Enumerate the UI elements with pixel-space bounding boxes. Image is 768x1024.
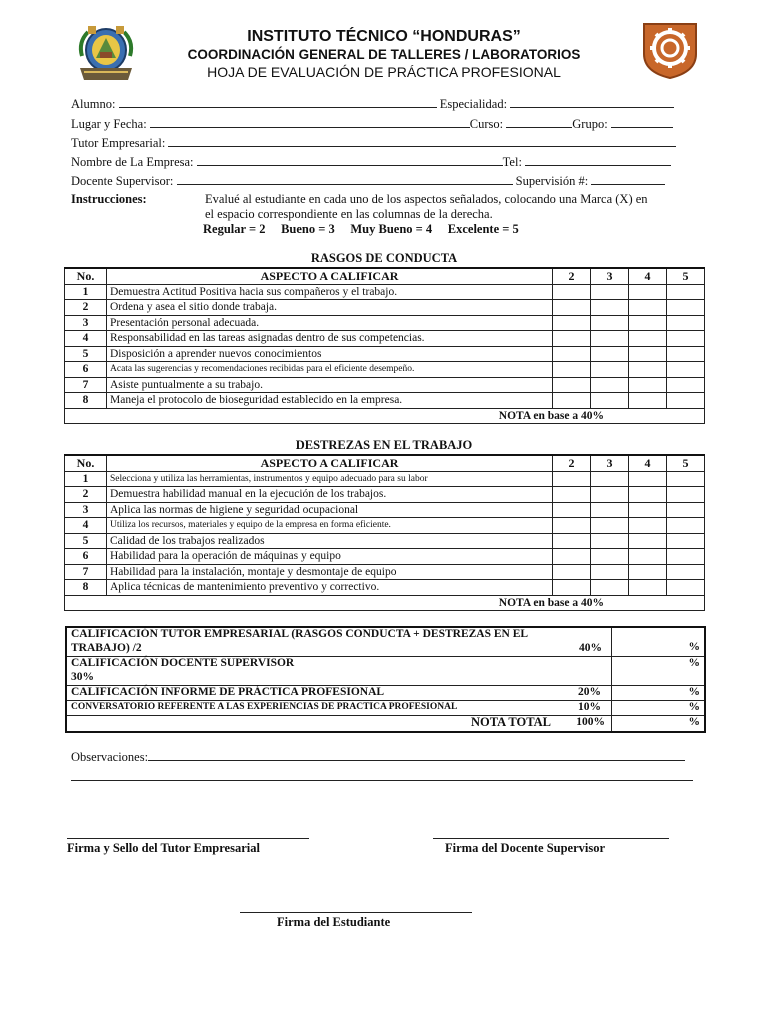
row-number: 6 (65, 549, 107, 565)
score-4-cell[interactable] (629, 487, 667, 503)
score-2-cell[interactable] (553, 377, 591, 393)
score-5-cell[interactable] (667, 518, 705, 534)
empresa-label: Nombre de La Empresa: (71, 155, 194, 169)
conduct-row (65, 377, 705, 393)
score-3-cell[interactable] (591, 284, 629, 300)
score-3-cell[interactable] (591, 315, 629, 331)
skills-row (65, 533, 705, 549)
grade-conversatorio-label (66, 701, 612, 716)
aspect-text: Selecciona y utiliza las herramientas, instrumentos y equipo adecuado para su labor (107, 471, 553, 487)
score-2-cell[interactable] (553, 331, 591, 347)
grupo-field[interactable] (611, 116, 673, 128)
row-empresa (71, 154, 671, 170)
score-4-cell[interactable] (629, 502, 667, 518)
aspect-text: Presentación personal adecuada. (107, 315, 553, 331)
score-2-cell[interactable] (553, 393, 591, 409)
grade-tutor-line2-wrap (71, 642, 607, 656)
score-2-cell[interactable] (553, 580, 591, 596)
docente-label: Docente Supervisor: (71, 174, 174, 188)
observaciones-row (71, 749, 685, 765)
score-3-cell[interactable] (591, 487, 629, 503)
aspect-text: Aplica técnicas de mantenimiento preventivo y correctivo. (107, 580, 553, 596)
conduct-row (65, 362, 705, 378)
tel-label: Tel: (502, 155, 522, 169)
row-number: 6 (65, 362, 107, 378)
score-5-cell[interactable] (667, 533, 705, 549)
skills-row (65, 549, 705, 565)
grade-docente-value[interactable] (612, 657, 706, 686)
score-5-cell[interactable] (667, 331, 705, 347)
instructions-label (71, 192, 147, 207)
score-2-cell[interactable] (553, 549, 591, 565)
score-3-cell[interactable] (591, 564, 629, 580)
docente-signature-line[interactable] (433, 838, 669, 839)
score-5-cell[interactable] (667, 377, 705, 393)
conduct-section-title: RASGOS DE CONDUCTA (310, 251, 458, 265)
col-3: 3 (591, 455, 629, 471)
row-number: 1 (65, 471, 107, 487)
tutor-field[interactable] (168, 135, 676, 147)
lugar-fecha-field[interactable] (150, 116, 470, 128)
score-2-cell[interactable] (553, 487, 591, 503)
instructions-label-text: Instrucciones (71, 192, 143, 206)
score-4-cell[interactable] (629, 564, 667, 580)
score-4-cell[interactable] (629, 549, 667, 565)
grade-tutor-weight: 40% (579, 641, 602, 654)
skills-row (65, 502, 705, 518)
grade-total-weight: 100% (576, 716, 605, 728)
curso-field[interactable] (506, 116, 572, 128)
score-2-cell[interactable] (553, 315, 591, 331)
conduct-row (65, 300, 705, 316)
especialidad-label: Especialidad: (439, 97, 508, 111)
grade-row-informe (66, 686, 705, 701)
row-number: 2 (65, 300, 107, 316)
aspect-text: Utiliza los recursos, materiales y equipo de la empresa en forma eficiente. (107, 518, 553, 534)
score-4-cell[interactable] (629, 346, 667, 362)
grades-table (65, 626, 706, 733)
aspect-text: Ordena y asea el sitio donde trabaja. (107, 300, 553, 316)
row-number: 3 (65, 502, 107, 518)
grade-tutor-line1: CALIFICACIÓN TUTOR EMPRESARIAL (RASGOS CONDUCTA + DESTREZAS EN EL (71, 628, 529, 640)
conduct-row (65, 315, 705, 331)
conduct-row (65, 284, 705, 300)
col-aspect: ASPECTO A CALIFICAR (107, 455, 553, 471)
estudiante-signature-label: Firma del Estudiante (277, 915, 391, 929)
score-5-cell[interactable] (667, 564, 705, 580)
score-2-cell[interactable] (553, 300, 591, 316)
row-tutor (71, 135, 676, 151)
skills-row (65, 518, 705, 534)
aspect-text: Asiste puntualmente a su trabajo. (107, 377, 553, 393)
observaciones-label: Observaciones: (71, 750, 149, 764)
score-2-cell[interactable] (553, 533, 591, 549)
alumno-field[interactable] (119, 96, 437, 108)
score-3-cell[interactable] (591, 549, 629, 565)
score-5-cell[interactable] (667, 471, 705, 487)
col-2: 2 (553, 268, 591, 284)
score-3-cell[interactable] (591, 300, 629, 316)
grade-informe-label (66, 686, 612, 701)
row-docente (71, 173, 665, 189)
grade-docente-weight: 30% (71, 670, 94, 683)
observaciones-field[interactable] (148, 749, 685, 761)
col-no: No. (65, 455, 107, 471)
pct-sign: % (688, 686, 700, 698)
aspect-text: Maneja el protocolo de bioseguridad establecido en la empresa. (107, 393, 553, 409)
instructions-text-2: el espacio correspondiente en las columnas de la derecha. (205, 207, 493, 221)
aspect-text: Disposición a aprender nuevos conocimientos (107, 346, 553, 362)
row-number: 7 (65, 377, 107, 393)
score-2-cell[interactable] (553, 471, 591, 487)
aspect-text: Acata las sugerencias y recomendaciones recibidas para el eficiente desempeño. (107, 362, 553, 378)
score-3-cell[interactable] (591, 580, 629, 596)
col-4: 4 (629, 455, 667, 471)
tutor-signature-label: Firma y Sello del Tutor Empresarial (67, 841, 260, 855)
curso-label: Curso: (469, 117, 504, 131)
row-number: 2 (65, 487, 107, 503)
score-2-cell[interactable] (553, 346, 591, 362)
col-3: 3 (591, 268, 629, 284)
supervision-label: Supervisión #: (515, 174, 589, 188)
pct-sign: % (688, 657, 700, 669)
score-5-cell[interactable] (667, 502, 705, 518)
score-3-cell[interactable] (591, 471, 629, 487)
score-2-cell[interactable] (553, 284, 591, 300)
skills-row (65, 471, 705, 487)
aspect-text: Demuestra Actitud Positiva hacia sus compañeros y el trabajo. (107, 284, 553, 300)
pct-sign: % (688, 716, 700, 728)
empresa-field[interactable] (197, 154, 503, 166)
score-3-cell[interactable] (591, 393, 629, 409)
score-5-cell[interactable] (667, 284, 705, 300)
score-5-cell[interactable] (667, 487, 705, 503)
grade-conversatorio-text: CONVERSATORIO REFERENTE A LAS EXPERIENCIAS DE PRACTICA PROFESIONAL (71, 702, 458, 712)
row-number: 5 (65, 533, 107, 549)
grade-row-total (66, 716, 705, 733)
grade-tutor-line2: TRABAJO) /2 (71, 641, 142, 654)
aspect-text: Habilidad para la instalación, montaje y desmontaje de equipo (107, 564, 553, 580)
score-4-cell[interactable] (629, 377, 667, 393)
estudiante-signature-line[interactable] (240, 912, 472, 913)
docente-field[interactable] (177, 173, 513, 185)
row-number: 7 (65, 564, 107, 580)
row-number: 8 (65, 393, 107, 409)
skills-table (64, 454, 705, 611)
especialidad-field[interactable] (510, 96, 674, 108)
col-5: 5 (667, 455, 705, 471)
grupo-label: Grupo: (572, 117, 608, 131)
grade-conversatorio-value[interactable] (612, 701, 706, 716)
score-4-cell[interactable] (629, 362, 667, 378)
col-no: No. (65, 268, 107, 284)
score-4-cell[interactable] (629, 393, 667, 409)
conduct-nota-row (65, 408, 705, 424)
aspect-text: Habilidad para la operación de máquinas y equipo (107, 549, 553, 565)
nota-label: NOTA en base a 40% (65, 595, 705, 611)
pct-sign: % (688, 641, 700, 653)
score-4-cell[interactable] (629, 580, 667, 596)
docente-signature-label: Firma del Docente Supervisor (445, 841, 606, 855)
aspect-text: Aplica las normas de higiene y seguridad ocupacional (107, 502, 553, 518)
grade-tutor-label (66, 627, 612, 657)
score-3-cell[interactable] (591, 331, 629, 347)
grade-row-tutor (66, 627, 705, 657)
score-5-cell[interactable] (667, 346, 705, 362)
lugar-fecha-label: Lugar y Fecha: (71, 117, 147, 131)
score-5-cell[interactable] (667, 362, 705, 378)
conduct-table (64, 267, 705, 424)
grade-informe-value[interactable] (612, 686, 706, 701)
skills-nota-row (65, 595, 705, 611)
grade-row-docente (66, 657, 705, 686)
score-5-cell[interactable] (667, 300, 705, 316)
score-5-cell[interactable] (667, 580, 705, 596)
score-3-cell[interactable] (591, 502, 629, 518)
row-number: 8 (65, 580, 107, 596)
skills-row (65, 580, 705, 596)
pct-sign: % (688, 701, 700, 713)
col-5: 5 (667, 268, 705, 284)
grade-row-conversatorio (66, 701, 705, 716)
score-3-cell[interactable] (591, 346, 629, 362)
nota-label: NOTA en base a 40% (65, 408, 705, 424)
score-4-cell[interactable] (629, 331, 667, 347)
skills-row (65, 564, 705, 580)
instructions-text-1: Evalué al estudiante en cada uno de los aspectos señalados, colocando una Marca (X) en (205, 192, 648, 206)
score-3-cell[interactable] (591, 377, 629, 393)
score-4-cell[interactable] (629, 518, 667, 534)
grade-tutor-value[interactable] (612, 627, 706, 657)
row-number: 5 (65, 346, 107, 362)
score-5-cell[interactable] (667, 549, 705, 565)
row-number: 1 (65, 284, 107, 300)
rating-scale: Regular = 2 Bueno = 3 Muy Bueno = 4 Excelente = 5 (203, 222, 519, 236)
coordination-subtitle: COORDINACIÓN GENERAL DE TALLERES / LABORATORIOS (187, 47, 581, 62)
grade-total-text: NOTA TOTAL (470, 715, 551, 729)
score-2-cell[interactable] (553, 564, 591, 580)
col-4: 4 (629, 268, 667, 284)
score-3-cell[interactable] (591, 533, 629, 549)
score-5-cell[interactable] (667, 393, 705, 409)
score-4-cell[interactable] (629, 533, 667, 549)
form-name: HOJA DE EVALUACIÓN DE PRÁCTICA PROFESIONAL (207, 64, 561, 80)
score-3-cell[interactable] (591, 518, 629, 534)
instructions-colon: : (142, 192, 147, 206)
row-alumno (71, 96, 674, 112)
score-4-cell[interactable] (629, 284, 667, 300)
score-4-cell[interactable] (629, 315, 667, 331)
score-2-cell[interactable] (553, 362, 591, 378)
aspect-text: Responsabilidad en las tareas asignadas dentro de sus competencias. (107, 331, 553, 347)
score-5-cell[interactable] (667, 315, 705, 331)
supervision-field[interactable] (591, 173, 665, 185)
observaciones-line-2[interactable] (71, 780, 693, 781)
tel-field[interactable] (525, 154, 671, 166)
grade-total-label (66, 716, 612, 733)
grade-conversatorio-weight: 10% (578, 701, 601, 713)
conduct-row (65, 393, 705, 409)
row-number: 4 (65, 518, 107, 534)
grade-informe-weight: 20% (578, 686, 601, 698)
institute-title: INSTITUTO TÉCNICO “HONDURAS” (247, 28, 521, 45)
tutor-label: Tutor Empresarial: (71, 136, 166, 150)
grade-total-value[interactable] (612, 716, 706, 733)
alumno-label: Alumno: (71, 97, 116, 111)
skills-section-title: DESTREZAS EN EL TRABAJO (295, 438, 473, 452)
score-4-cell[interactable] (629, 471, 667, 487)
row-number: 4 (65, 331, 107, 347)
score-2-cell[interactable] (553, 502, 591, 518)
col-2: 2 (553, 455, 591, 471)
conduct-row (65, 331, 705, 347)
skills-row (65, 487, 705, 503)
score-2-cell[interactable] (553, 518, 591, 534)
score-3-cell[interactable] (591, 362, 629, 378)
row-lugar-fecha (71, 116, 673, 132)
grade-docente-label (66, 657, 612, 686)
tutor-signature-line[interactable] (67, 838, 309, 839)
aspect-text: Demuestra habilidad manual en la ejecución de los trabajos. (107, 487, 553, 503)
aspect-text: Calidad de los trabajos realizados (107, 533, 553, 549)
grade-docente-line1: CALIFICACIÓN DOCENTE SUPERVISOR (71, 657, 295, 669)
row-number: 3 (65, 315, 107, 331)
col-aspect: ASPECTO A CALIFICAR (107, 268, 553, 284)
grade-informe-text: CALIFICACIÓN INFORME DE PRÁCTICA PROFESIONAL (71, 686, 385, 698)
score-4-cell[interactable] (629, 300, 667, 316)
conduct-row (65, 346, 705, 362)
